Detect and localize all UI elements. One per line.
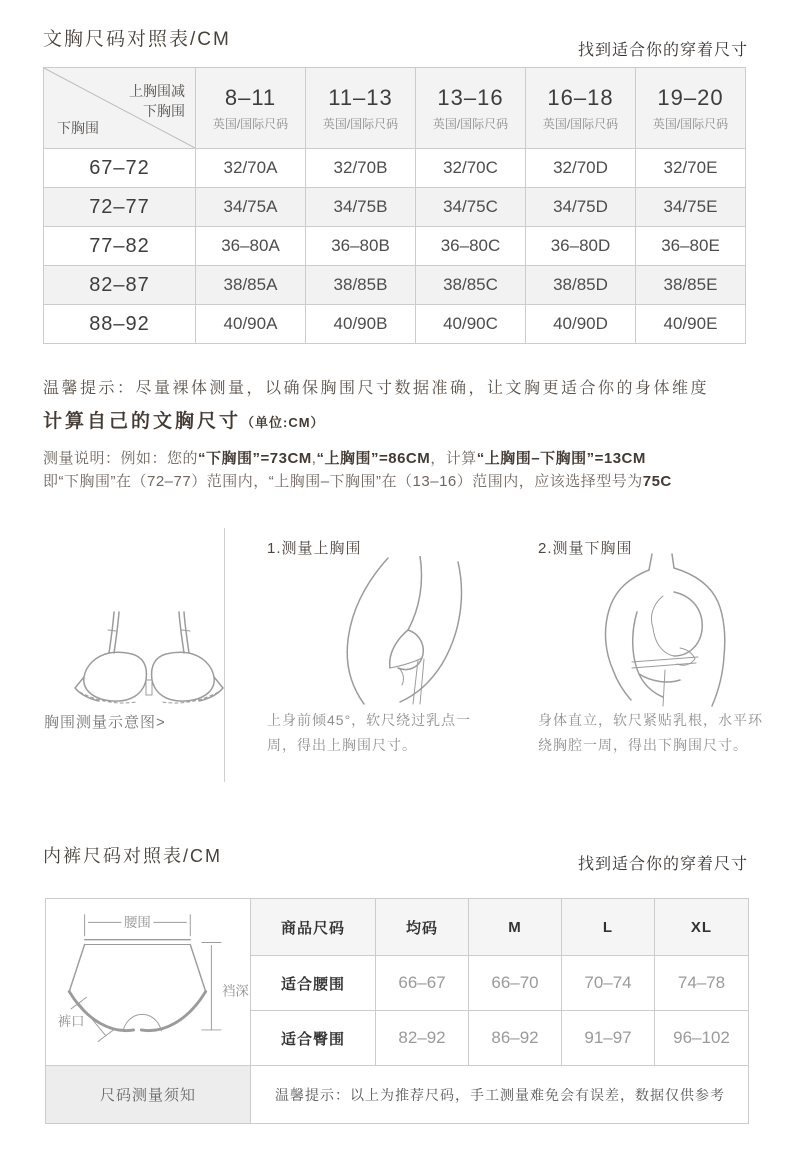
- step2-description: 身体直立，软尺紧贴乳根，水平环绕胸腔一周，得出下胸围尺寸。: [538, 712, 763, 753]
- size-cell: 32/70B: [306, 149, 416, 188]
- size-standard-label: 英国/国际尺码: [542, 116, 619, 131]
- step1-title: 1.测量上胸围: [267, 540, 362, 557]
- panty-illustration: [46, 907, 250, 1053]
- column-header: [636, 68, 746, 149]
- instr-segment: ,: [311, 450, 317, 467]
- cup-range: 8–11: [224, 84, 277, 110]
- cup-range: 13–16: [437, 84, 504, 110]
- cup-range: 19–20: [657, 84, 724, 110]
- size-cell: 34/75D: [526, 188, 636, 227]
- step2-title: 2.测量下胸围: [538, 540, 633, 557]
- cup-range: 11–13: [328, 84, 393, 110]
- waist-label: 腰围: [123, 914, 151, 930]
- underbust-range: 67–72: [44, 149, 196, 188]
- size-value: 66–70: [469, 956, 562, 1011]
- calc-title: 计算自己的文胸尺寸: [43, 411, 242, 432]
- size-value: 70–74: [562, 956, 655, 1011]
- corner-top-line1: 上胸围减: [129, 83, 185, 99]
- size-cell: 40/90D: [526, 305, 636, 344]
- size-cell: 38/85E: [636, 266, 746, 305]
- underbust-range: 88–92: [44, 305, 196, 344]
- panty-section-title: 内裤尺码对照表/CM: [43, 846, 222, 866]
- calc-unit: （单位:CM）: [241, 415, 325, 430]
- underbust-range: 72–77: [44, 188, 196, 227]
- column-header: [416, 68, 526, 149]
- waist-fit-label: 适合腰围: [251, 956, 376, 1011]
- note-row: [46, 1066, 749, 1124]
- size-cell: 40/90E: [636, 305, 746, 344]
- size-cell: 36–80D: [526, 227, 636, 266]
- corner-top-line2: 下胸围: [143, 103, 185, 119]
- size-cell: 34/75A: [196, 188, 306, 227]
- size-cell: 32/70C: [416, 149, 526, 188]
- corner-top-label: [129, 81, 185, 121]
- corner-cell: [44, 68, 196, 149]
- panty-fit-subtitle: 找到适合你的穿着尺寸: [577, 856, 748, 873]
- size-value: 96–102: [655, 1011, 749, 1066]
- size-value: 82–92: [376, 1011, 469, 1066]
- instr-segment-bold: “上胸围”=86CM: [316, 450, 431, 467]
- size-cell: 38/85D: [526, 266, 636, 305]
- size-col-header: 均码: [376, 899, 469, 956]
- size-cell: 32/70A: [196, 149, 306, 188]
- underbust-range: 77–82: [44, 227, 196, 266]
- measure-instructions: [43, 447, 758, 493]
- size-cell: 34/75E: [636, 188, 746, 227]
- table-row: [44, 188, 746, 227]
- underbust-range: 82–87: [44, 266, 196, 305]
- product-size-header: 商品尺码: [251, 899, 376, 956]
- note-text: 温馨提示：以上为推荐尺码，手工测量难免会有误差，数据仅供参考: [251, 1066, 749, 1124]
- size-cell: 32/70E: [636, 149, 746, 188]
- size-standard-label: 英国/国际尺码: [322, 116, 399, 131]
- instr-segment-bold: 75C: [642, 473, 672, 490]
- size-cell: 36–80C: [416, 227, 526, 266]
- table-row: [44, 305, 746, 344]
- size-cell: 38/85B: [306, 266, 416, 305]
- size-cell: 36–80A: [196, 227, 306, 266]
- size-cell: 34/75C: [416, 188, 526, 227]
- bra-tip-text: 温馨提示：尽量裸体测量，以确保胸围尺寸数据准确，让文胸更适合你的身体维度: [43, 380, 710, 397]
- panty-header-row: [46, 899, 749, 956]
- crotch-depth-label: 裆深: [221, 982, 249, 998]
- corner-bottom-label: 下胸围: [57, 120, 99, 136]
- cup-range: 16–18: [547, 84, 614, 110]
- instr-segment-bold: “下胸围”=73CM: [198, 450, 312, 467]
- table-row: [44, 227, 746, 266]
- panty-diagram-cell: [46, 899, 251, 1066]
- leg-opening-label: 裤口: [57, 1013, 85, 1029]
- panty-size-table: [45, 898, 749, 1124]
- step1-description: 上身前倾45°，软尺绕过乳点一周，得出上胸围尺寸。: [267, 712, 472, 753]
- instr-segment: ，计算: [430, 450, 477, 467]
- size-cell: 34/75B: [306, 188, 416, 227]
- size-cell: 36–80B: [306, 227, 416, 266]
- table-row: [44, 266, 746, 305]
- instr-segment: 即“下胸围”在（72–77）范围内，“上胸围–下胸围”在（13–16）范围内，应该选择型号为: [43, 473, 643, 490]
- bra-fit-subtitle: 找到适合你的穿着尺寸: [577, 42, 748, 59]
- column-header: [306, 68, 416, 149]
- note-label: 尺码测量须知: [46, 1066, 251, 1124]
- size-value: 66–67: [376, 956, 469, 1011]
- size-cell: 36–80E: [636, 227, 746, 266]
- instr-segment: 测量说明：例如：您的: [43, 450, 199, 467]
- size-cell: 32/70D: [526, 149, 636, 188]
- size-value: 86–92: [469, 1011, 562, 1066]
- size-cell: 40/90A: [196, 305, 306, 344]
- bra-size-table: [43, 67, 746, 344]
- instr-segment-bold: “上胸围–下胸围”=13CM: [476, 450, 646, 467]
- size-cell: 40/90B: [306, 305, 416, 344]
- table-row: [44, 149, 746, 188]
- hip-fit-label: 适合臀围: [251, 1011, 376, 1066]
- size-standard-label: 英国/国际尺码: [652, 116, 729, 131]
- column-header: [526, 68, 636, 149]
- measure-under-bust-illustration: [566, 552, 758, 708]
- size-value: 74–78: [655, 956, 749, 1011]
- size-cell: 40/90C: [416, 305, 526, 344]
- size-value: 91–97: [562, 1011, 655, 1066]
- size-cell: 38/85A: [196, 266, 306, 305]
- size-cell: 38/85C: [416, 266, 526, 305]
- bra-section-title: 文胸尺码对照表/CM: [43, 29, 231, 50]
- calc-title-line: [43, 406, 325, 433]
- size-standard-label: 英国/国际尺码: [212, 116, 289, 131]
- size-col-header: XL: [655, 899, 749, 956]
- size-standard-label: 英国/国际尺码: [432, 116, 509, 131]
- column-header: [196, 68, 306, 149]
- size-col-header: L: [562, 899, 655, 956]
- bra-diagram-caption: 胸围测量示意图>: [44, 714, 166, 731]
- bra-table-header-row: [44, 68, 746, 149]
- measure-upper-bust-illustration: [298, 556, 476, 706]
- bra-illustration: [68, 608, 230, 704]
- size-col-header: M: [469, 899, 562, 956]
